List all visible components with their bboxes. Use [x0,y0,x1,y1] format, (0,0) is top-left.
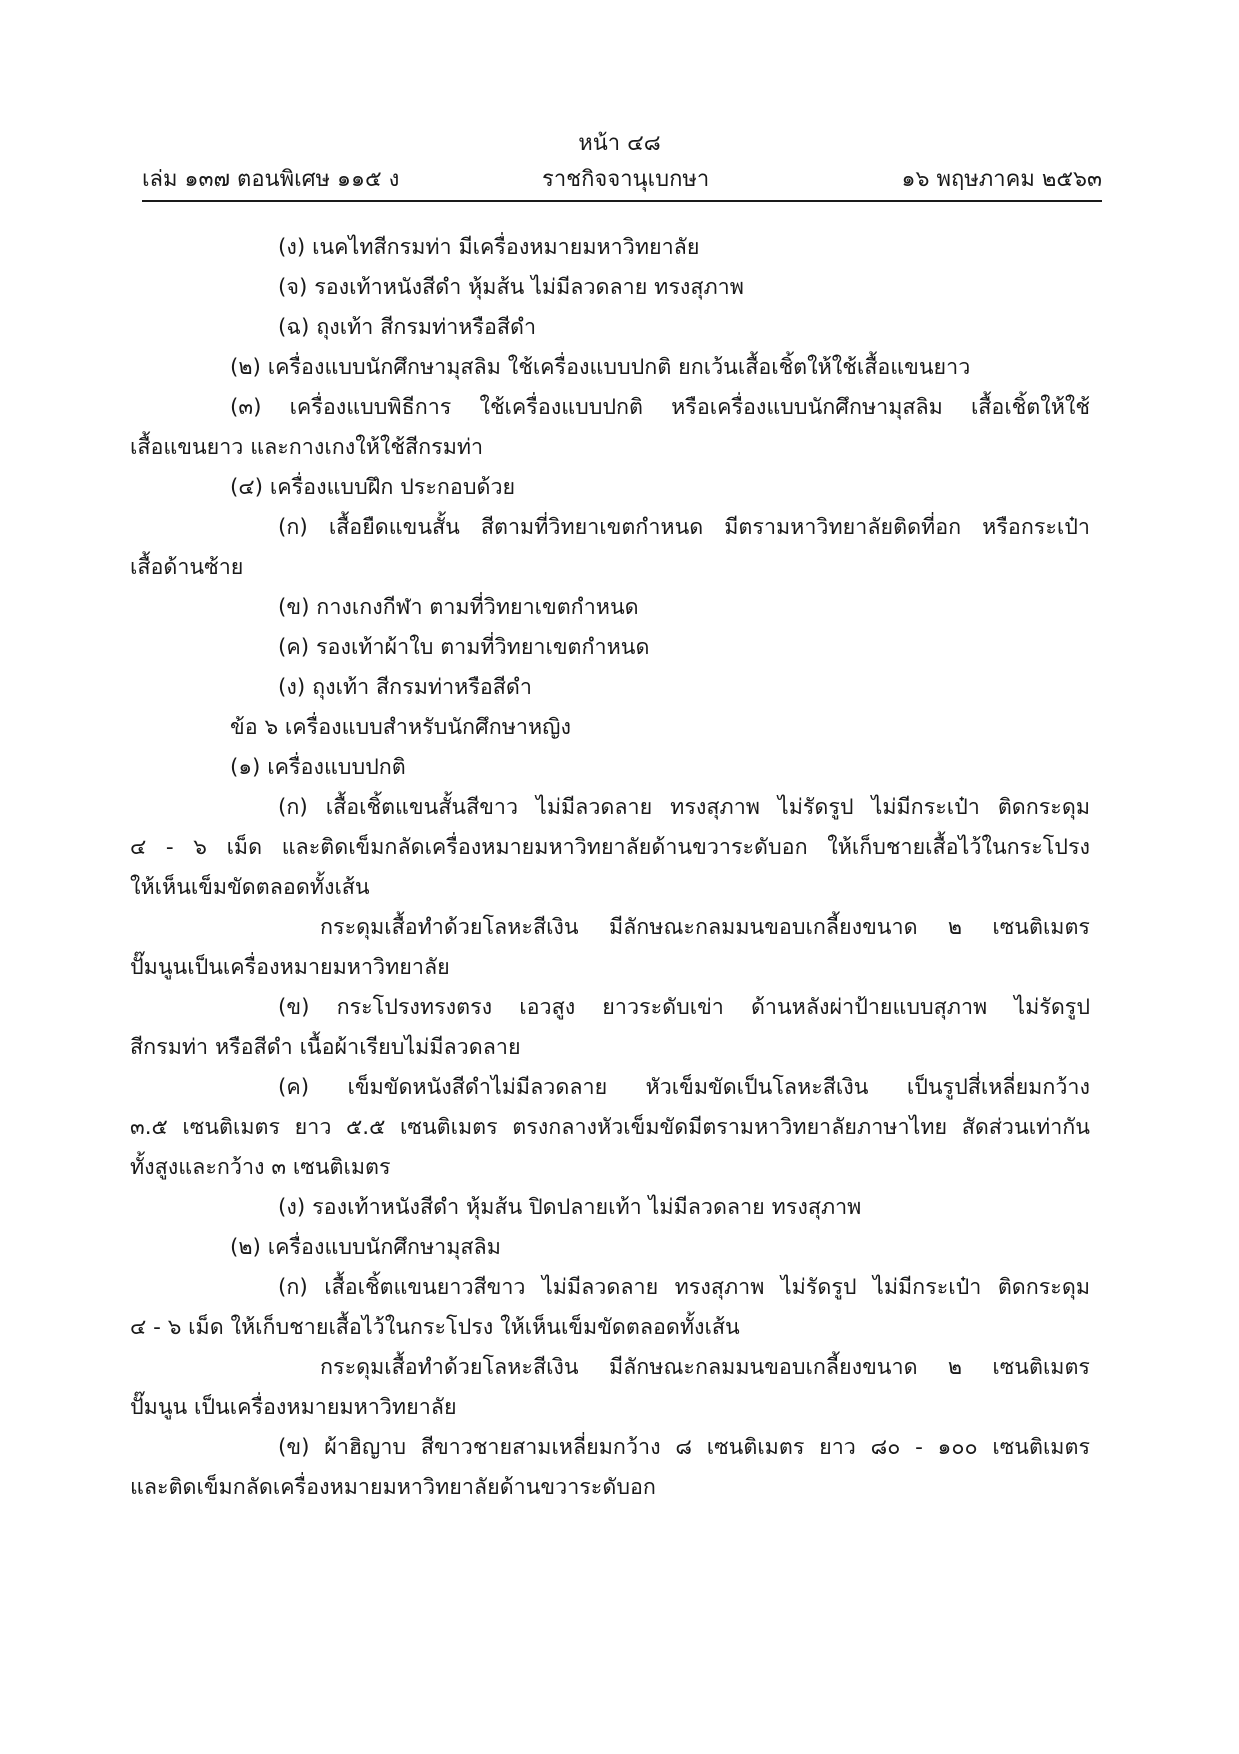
text-line: (ง) รองเท้าหนังสีดำ หุ้มส้น ปิดปลายเท้า ไม่มีลวดลาย ทรงสุภาพ [278,1195,862,1220]
text-line: (๒) เครื่องแบบนักศึกษามุสลิม ใช้เครื่องแบบปกติ ยกเว้นเสื้อเชิ้ตให้ใช้เสื้อแขนยาว [230,355,971,380]
text-line: กระดุมเสื้อทำด้วยโลหะสีเงิน มีลักษณะกลมมนขอบเกลี้ยงขนาด ๒ เซนติเมตร [320,915,1090,940]
text-line: (๔) เครื่องแบบฝึก ประกอบด้วย [230,475,516,500]
header-issue: เล่ม ๑๓๗ ตอนพิเศษ ๑๑๕ ง [142,167,400,192]
text-line: (ง) ถุงเท้า สีกรมท่าหรือสีดำ [278,675,532,700]
clause-heading: ข้อ ๖ เครื่องแบบสำหรับนักศึกษาหญิง [230,715,571,740]
header-gazette-title: ราชกิจจานุเบกษา [542,167,710,192]
text-line: ให้เห็นเข็มขัดตลอดทั้งเส้น [130,875,370,900]
text-line: (ง) เนคไทสีกรมท่า มีเครื่องหมายมหาวิทยาลัย [278,235,700,260]
text-line: เสื้อด้านซ้าย [130,555,244,580]
text-line: (ค) เข็มขัดหนังสีดำไม่มีลวดลาย หัวเข็มขัดเป็นโลหะสีเงิน เป็นรูปสี่เหลี่ยมกว้าง [278,1075,1090,1100]
text-line: (จ) รองเท้าหนังสีดำ หุ้มส้น ไม่มีลวดลาย ทรงสุภาพ [278,275,744,300]
page-number: หน้า ๔๘ [578,131,661,156]
text-line: (ฉ) ถุงเท้า สีกรมท่าหรือสีดำ [278,315,537,340]
text-line: ๓.๕ เซนติเมตร ยาว ๕.๕ เซนติเมตร ตรงกลางหัวเข็มขัดมีตรามหาวิทยาลัยภาษาไทย สัดส่วนเท่ากัน [130,1115,1090,1140]
text-line: เสื้อแขนยาว และกางเกงให้ใช้สีกรมท่า [130,435,484,460]
text-line: ๔ - ๖ เม็ด และติดเข็มกลัดเครื่องหมายมหาวิทยาลัยด้านขวาระดับอก ให้เก็บชายเสื้อไว้ในกระโปรง [130,835,1090,860]
text-line: ปั๊มนูนเป็นเครื่องหมายมหาวิทยาลัย [130,955,450,980]
text-line: (ข) กระโปรงทรงตรง เอวสูง ยาวระดับเข่า ด้านหลังผ่าป้ายแบบสุภาพ ไม่รัดรูป [278,995,1090,1020]
text-line: กระดุมเสื้อทำด้วยโลหะสีเงิน มีลักษณะกลมมนขอบเกลี้ยงขนาด ๒ เซนติเมตร [320,1355,1090,1380]
text-line: และติดเข็มกลัดเครื่องหมายมหาวิทยาลัยด้านขวาระดับอก [130,1475,656,1500]
text-line: (๒) เครื่องแบบนักศึกษามุสลิม [230,1235,501,1260]
text-line: ทั้งสูงและกว้าง ๓ เซนติเมตร [130,1155,391,1180]
text-line: ปั๊มนูน เป็นเครื่องหมายมหาวิทยาลัย [130,1395,457,1420]
running-header [142,164,1102,196]
text-line: (ก) เสื้อเชิ้ตแขนสั้นสีขาว ไม่มีลวดลาย ทรงสุภาพ ไม่รัดรูป ไม่มีกระเป๋า ติดกระดุม [278,795,1090,820]
text-line: (ก) เสื้อเชิ้ตแขนยาวสีขาว ไม่มีลวดลาย ทรงสุภาพ ไม่รัดรูป ไม่มีกระเป๋า ติดกระดุม [278,1275,1090,1300]
header-rule [142,200,1102,202]
text-line: (๑) เครื่องแบบปกติ [230,755,406,780]
text-line: (ข) กางเกงกีฬา ตามที่วิทยาเขตกำหนด [278,595,639,620]
text-line: (ค) รองเท้าผ้าใบ ตามที่วิทยาเขตกำหนด [278,635,650,660]
text-line: (๓) เครื่องแบบพิธีการ ใช้เครื่องแบบปกติ หรือเครื่องแบบนักศึกษามุสลิม เสื้อเชิ้ตให้ใช้ [230,395,1090,420]
text-line: (ก) เสื้อยืดแขนสั้น สีตามที่วิทยาเขตกำหนด มีตรามหาวิทยาลัยติดที่อก หรือกระเป๋า [278,515,1090,540]
text-line: (ข) ผ้าฮิญาบ สีขาวชายสามเหลี่ยมกว้าง ๘ เซนติเมตร ยาว ๘๐ - ๑๐๐ เซนติเมตร [278,1435,1090,1460]
text-line: สีกรมท่า หรือสีดำ เนื้อผ้าเรียบไม่มีลวดลาย [130,1035,521,1060]
text-line: ๔ - ๖ เม็ด ให้เก็บชายเสื้อไว้ในกระโปรง ให้เห็นเข็มขัดตลอดทั้งเส้น [130,1315,740,1340]
header-date: ๑๖ พฤษภาคม ๒๕๖๓ [901,167,1102,192]
